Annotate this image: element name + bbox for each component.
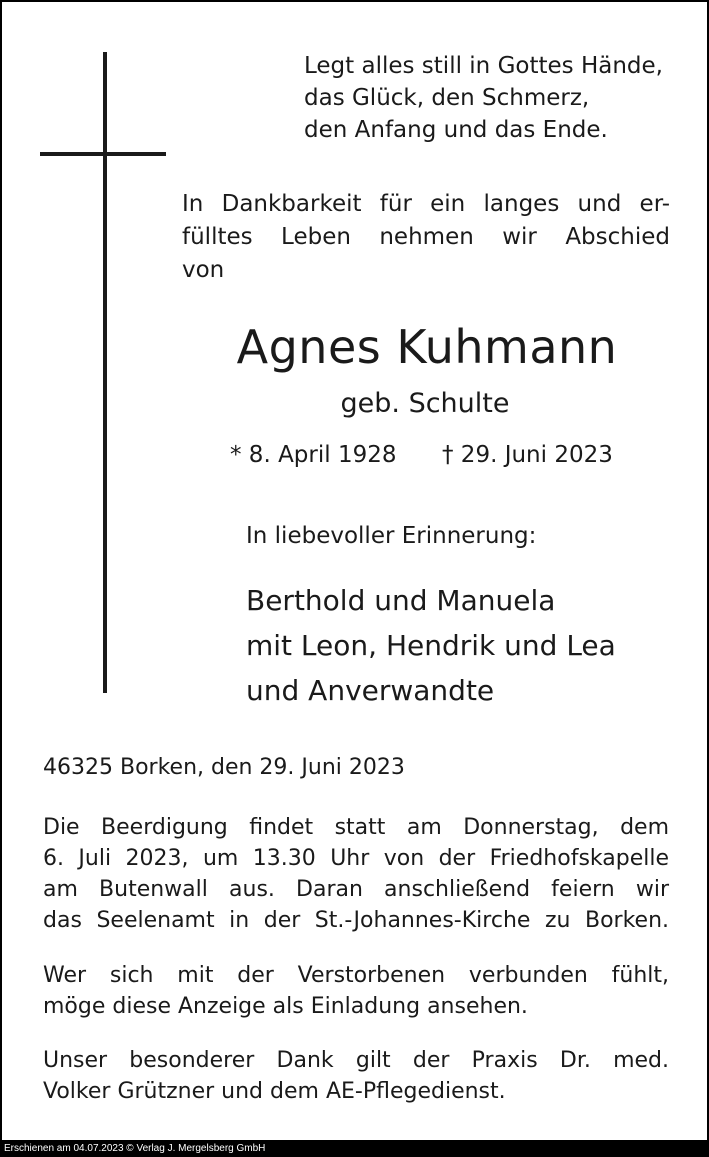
birth-date: * 8. April 1928 — [230, 442, 397, 468]
funeral-line: Die Beerdigung findet statt am Donnerstag, dem — [43, 815, 669, 840]
death-date: † 29. Juni 2023 — [442, 442, 613, 468]
poem-line: den Anfang und das Ende. — [304, 117, 608, 143]
deceased-name: Agnes Kuhmann — [236, 320, 618, 374]
family-line: Berthold und Manuela — [246, 584, 556, 617]
cross-horizontal-bar — [40, 152, 166, 156]
birth-name: geb. Schulte — [340, 388, 510, 419]
remembrance-heading: In liebevoller Erinnerung: — [246, 523, 537, 549]
thanks-line: Unser besonderer Dank gilt der Praxis Dr. med. — [43, 1048, 669, 1073]
poem-line: Legt alles still in Gottes Hände, — [304, 53, 663, 79]
family-line: mit Leon, Hendrik und Lea — [246, 629, 616, 662]
funeral-line: das Seelenamt in der St.-Johannes-Kirche zu Borken. — [43, 908, 669, 933]
family-line: und Anverwandte — [246, 674, 495, 707]
intro-line: von — [182, 257, 225, 283]
invitation-paragraph — [43, 960, 669, 1022]
intro-text — [182, 188, 670, 287]
poem — [304, 50, 663, 146]
intro-line: In Dankbarkeit für ein langes und er- — [182, 191, 670, 217]
poem-line: das Glück, den Schmerz, — [304, 85, 590, 111]
funeral-line: 6. Juli 2023, um 13.30 Uhr von der Friedhofskapelle — [43, 846, 669, 871]
thanks-line: Volker Grützner und dem AE-Pflegedienst. — [43, 1079, 506, 1104]
thanks-paragraph — [43, 1045, 669, 1107]
invitation-line: möge diese Anzeige als Einladung ansehen. — [43, 994, 528, 1019]
funeral-line: am Butenwall aus. Daran anschließend feiern wir — [43, 877, 669, 902]
invitation-line: Wer sich mit der Verstorbenen verbunden fühlt, — [43, 963, 669, 988]
family-list — [246, 578, 616, 713]
place-date: 46325 Borken, den 29. Juni 2023 — [43, 755, 405, 780]
funeral-paragraph — [43, 812, 669, 936]
publication-footer: Erschienen am 04.07.2023 © Verlag J. Mergelsberg GmbH — [0, 1140, 709, 1157]
intro-line: fülltes Leben nehmen wir Abschied — [182, 224, 670, 250]
